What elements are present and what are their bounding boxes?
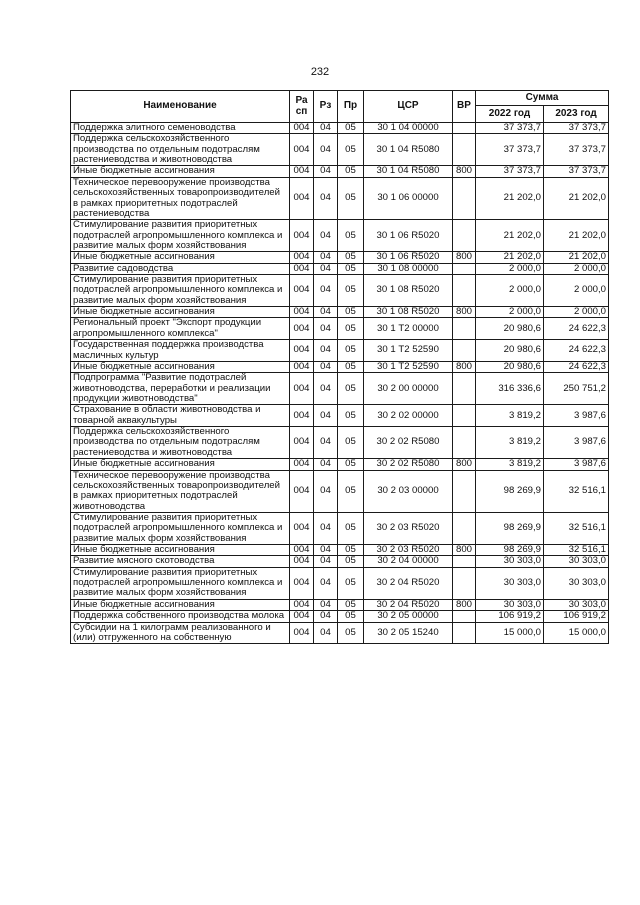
row-rasp: 004 [290, 611, 314, 622]
table-row [71, 512, 609, 544]
row-amount-2023: 250 751,2 [544, 373, 609, 405]
row-rasp: 004 [290, 177, 314, 219]
row-amount-2023: 32 516,1 [544, 512, 609, 544]
row-amount-2023: 3 987,6 [544, 405, 609, 427]
row-rz: 04 [314, 275, 338, 307]
row-pr: 05 [338, 275, 364, 307]
row-rz: 04 [314, 599, 338, 610]
row-vr [453, 405, 476, 427]
row-name: Поддержка сельскохозяйственного производства по отдельным подотраслям растениеводства и животноводства [71, 427, 290, 459]
table-row [71, 275, 609, 307]
row-amount-2023: 21 202,0 [544, 252, 609, 263]
row-name: Иные бюджетные ассигнования [71, 459, 290, 470]
row-amount-2022: 2 000,0 [476, 307, 544, 318]
row-rasp: 004 [290, 373, 314, 405]
row-name: Поддержка сельскохозяйственного производства по отдельным подотраслям растениеводства и животноводства [71, 134, 290, 166]
row-pr: 05 [338, 263, 364, 274]
row-amount-2022: 316 336,6 [476, 373, 544, 405]
row-pr: 05 [338, 556, 364, 567]
row-pr: 05 [338, 567, 364, 599]
row-csr: 30 1 04 00000 [364, 123, 453, 134]
row-vr [453, 373, 476, 405]
row-vr: 800 [453, 252, 476, 263]
row-rasp: 004 [290, 427, 314, 459]
row-csr: 30 2 02 00000 [364, 405, 453, 427]
header-vr: ВР [453, 91, 476, 123]
row-amount-2022: 37 373,7 [476, 166, 544, 177]
row-csr: 30 1 04 R5080 [364, 166, 453, 177]
row-amount-2023: 3 987,6 [544, 427, 609, 459]
row-pr: 05 [338, 599, 364, 610]
row-amount-2022: 20 980,6 [476, 340, 544, 362]
row-name: Страхование в области животноводства и товарной аквакультуры [71, 405, 290, 427]
table-row [71, 567, 609, 599]
row-rasp: 004 [290, 307, 314, 318]
row-amount-2022: 3 819,2 [476, 459, 544, 470]
row-amount-2022: 15 000,0 [476, 622, 544, 644]
row-name: Иные бюджетные ассигнования [71, 361, 290, 372]
row-pr: 05 [338, 134, 364, 166]
row-vr: 800 [453, 599, 476, 610]
row-csr: 30 1 Т2 52590 [364, 340, 453, 362]
row-csr: 30 2 04 R5020 [364, 599, 453, 610]
row-rasp: 004 [290, 275, 314, 307]
row-amount-2022: 37 373,7 [476, 134, 544, 166]
row-vr [453, 427, 476, 459]
row-rasp: 004 [290, 459, 314, 470]
row-pr: 05 [338, 611, 364, 622]
row-amount-2023: 37 373,7 [544, 166, 609, 177]
header-name: Наименование [71, 91, 290, 123]
table-row [71, 252, 609, 263]
row-pr: 05 [338, 318, 364, 340]
row-pr: 05 [338, 545, 364, 556]
row-rz: 04 [314, 622, 338, 644]
row-pr: 05 [338, 361, 364, 372]
row-amount-2022: 20 980,6 [476, 318, 544, 340]
row-pr: 05 [338, 220, 364, 252]
row-csr: 30 1 06 R5020 [364, 252, 453, 263]
header-sum: Сумма [476, 91, 609, 106]
table-row [71, 340, 609, 362]
row-amount-2022: 30 303,0 [476, 556, 544, 567]
budget-table [70, 90, 609, 644]
row-pr: 05 [338, 340, 364, 362]
table-row [71, 599, 609, 610]
header-rasp-line2: сп [295, 105, 308, 117]
row-vr [453, 177, 476, 219]
row-rz: 04 [314, 220, 338, 252]
row-pr: 05 [338, 427, 364, 459]
row-name: Субсидии на 1 килограмм реализованного и (или) отгруженного на собственную [71, 622, 290, 644]
row-name: Техническое перевооружение производства сельскохозяйственных товаропроизводителей в рамках приоритетных подотраслей растениеводства [71, 177, 290, 219]
row-rz: 04 [314, 361, 338, 372]
row-rasp: 004 [290, 512, 314, 544]
row-amount-2023: 30 303,0 [544, 567, 609, 599]
table-row [71, 166, 609, 177]
page-number: 232 [310, 66, 330, 78]
row-rasp: 004 [290, 622, 314, 644]
row-vr: 800 [453, 166, 476, 177]
row-amount-2023: 2 000,0 [544, 307, 609, 318]
row-name: Поддержка элитного семеноводства [71, 123, 290, 134]
row-csr: 30 2 03 00000 [364, 470, 453, 512]
row-vr [453, 263, 476, 274]
row-rasp: 004 [290, 405, 314, 427]
row-amount-2022: 98 269,9 [476, 470, 544, 512]
table-row [71, 556, 609, 567]
row-vr [453, 275, 476, 307]
row-rz: 04 [314, 405, 338, 427]
row-vr [453, 556, 476, 567]
row-rz: 04 [314, 512, 338, 544]
row-csr: 30 1 06 R5020 [364, 220, 453, 252]
row-rasp: 004 [290, 220, 314, 252]
table-header [71, 91, 609, 123]
row-amount-2023: 32 516,1 [544, 545, 609, 556]
row-csr: 30 1 06 00000 [364, 177, 453, 219]
row-vr [453, 470, 476, 512]
row-vr [453, 622, 476, 644]
row-name: Развитие садоводства [71, 263, 290, 274]
row-name: Стимулирование развития приоритетных подотраслей агропромышленного комплекса и развитие малых форм хозяйствования [71, 512, 290, 544]
row-vr [453, 567, 476, 599]
row-rz: 04 [314, 427, 338, 459]
row-amount-2022: 30 303,0 [476, 567, 544, 599]
row-rasp: 004 [290, 318, 314, 340]
row-vr [453, 512, 476, 544]
row-vr [453, 611, 476, 622]
row-amount-2022: 3 819,2 [476, 405, 544, 427]
row-name: Стимулирование развития приоритетных подотраслей агропромышленного комплекса и развитие малых форм хозяйствования [71, 567, 290, 599]
row-rz: 04 [314, 177, 338, 219]
row-amount-2022: 21 202,0 [476, 177, 544, 219]
row-csr: 30 2 05 00000 [364, 611, 453, 622]
row-rz: 04 [314, 373, 338, 405]
row-pr: 05 [338, 373, 364, 405]
row-name: Подпрограмма "Развитие подотраслей животноводства, переработки и реализации продукции животноводства" [71, 373, 290, 405]
row-amount-2023: 32 516,1 [544, 470, 609, 512]
row-amount-2023: 2 000,0 [544, 263, 609, 274]
row-csr: 30 1 Т2 52590 [364, 361, 453, 372]
row-vr: 800 [453, 459, 476, 470]
row-pr: 05 [338, 252, 364, 263]
table-row [71, 373, 609, 405]
table-row [71, 263, 609, 274]
row-amount-2023: 15 000,0 [544, 622, 609, 644]
row-amount-2022: 98 269,9 [476, 545, 544, 556]
row-csr: 30 2 03 R5020 [364, 545, 453, 556]
header-rasp [290, 91, 314, 123]
table-row [71, 622, 609, 644]
row-pr: 05 [338, 622, 364, 644]
row-pr: 05 [338, 512, 364, 544]
header-2023: 2023 год [544, 106, 609, 123]
row-amount-2022: 2 000,0 [476, 263, 544, 274]
row-rz: 04 [314, 123, 338, 134]
row-name: Иные бюджетные ассигнования [71, 166, 290, 177]
table-row [71, 470, 609, 512]
header-pr: Пр [338, 91, 364, 123]
row-rasp: 004 [290, 556, 314, 567]
row-amount-2023: 37 373,7 [544, 123, 609, 134]
row-name: Иные бюджетные ассигнования [71, 307, 290, 318]
row-rz: 04 [314, 545, 338, 556]
row-name: Региональный проект "Экспорт продукции агропромышленного комплекса" [71, 318, 290, 340]
row-rz: 04 [314, 611, 338, 622]
row-rasp: 004 [290, 361, 314, 372]
row-amount-2023: 3 987,6 [544, 459, 609, 470]
table-row [71, 427, 609, 459]
header-rasp-line1: Ра [295, 94, 308, 106]
table-row [71, 177, 609, 219]
row-csr: 30 1 08 00000 [364, 263, 453, 274]
table-row [71, 318, 609, 340]
row-pr: 05 [338, 123, 364, 134]
row-amount-2022: 20 980,6 [476, 361, 544, 372]
row-csr: 30 1 08 R5020 [364, 275, 453, 307]
row-amount-2022: 37 373,7 [476, 123, 544, 134]
row-name: Стимулирование развития приоритетных подотраслей агропромышленного комплекса и развитие малых форм хозяйствования [71, 275, 290, 307]
row-vr: 800 [453, 545, 476, 556]
row-vr [453, 318, 476, 340]
row-amount-2023: 21 202,0 [544, 177, 609, 219]
row-amount-2023: 24 622,3 [544, 318, 609, 340]
row-amount-2023: 106 919,2 [544, 611, 609, 622]
row-rz: 04 [314, 470, 338, 512]
table-row [71, 361, 609, 372]
table-body [71, 123, 609, 644]
table-row [71, 611, 609, 622]
row-rz: 04 [314, 166, 338, 177]
row-rz: 04 [314, 459, 338, 470]
row-amount-2022: 2 000,0 [476, 275, 544, 307]
row-name: Стимулирование развития приоритетных подотраслей агропромышленного комплекса и развитие малых форм хозяйствования [71, 220, 290, 252]
row-rz: 04 [314, 263, 338, 274]
row-csr: 30 1 08 R5020 [364, 307, 453, 318]
table-row [71, 545, 609, 556]
row-rz: 04 [314, 134, 338, 166]
row-rasp: 004 [290, 123, 314, 134]
row-vr [453, 340, 476, 362]
header-2022: 2022 год [476, 106, 544, 123]
row-name: Техническое перевооружение производства сельскохозяйственных товаропроизводителей в рамках приоритетных подотраслей животноводства [71, 470, 290, 512]
row-pr: 05 [338, 307, 364, 318]
row-name: Иные бюджетные ассигнования [71, 545, 290, 556]
row-csr: 30 2 00 00000 [364, 373, 453, 405]
row-amount-2023: 24 622,3 [544, 340, 609, 362]
row-rasp: 004 [290, 263, 314, 274]
row-csr: 30 2 04 R5020 [364, 567, 453, 599]
row-rasp: 004 [290, 567, 314, 599]
row-name: Государственная поддержка производства масличных культур [71, 340, 290, 362]
row-rasp: 004 [290, 599, 314, 610]
row-pr: 05 [338, 470, 364, 512]
row-amount-2022: 3 819,2 [476, 427, 544, 459]
row-csr: 30 2 02 R5080 [364, 459, 453, 470]
row-rasp: 004 [290, 340, 314, 362]
table-row [71, 459, 609, 470]
row-name: Поддержка собственного производства молока [71, 611, 290, 622]
row-rz: 04 [314, 318, 338, 340]
row-amount-2023: 37 373,7 [544, 134, 609, 166]
row-rz: 04 [314, 252, 338, 263]
row-amount-2022: 106 919,2 [476, 611, 544, 622]
row-name: Иные бюджетные ассигнования [71, 252, 290, 263]
row-rasp: 004 [290, 166, 314, 177]
row-rasp: 004 [290, 134, 314, 166]
header-rz: Рз [314, 91, 338, 123]
row-pr: 05 [338, 459, 364, 470]
row-rz: 04 [314, 556, 338, 567]
row-csr: 30 2 05 15240 [364, 622, 453, 644]
row-amount-2022: 98 269,9 [476, 512, 544, 544]
row-amount-2022: 30 303,0 [476, 599, 544, 610]
row-vr: 800 [453, 361, 476, 372]
table-row [71, 134, 609, 166]
row-amount-2023: 30 303,0 [544, 599, 609, 610]
row-amount-2023: 2 000,0 [544, 275, 609, 307]
table-row [71, 405, 609, 427]
row-pr: 05 [338, 177, 364, 219]
row-csr: 30 1 Т2 00000 [364, 318, 453, 340]
row-amount-2023: 21 202,0 [544, 220, 609, 252]
row-pr: 05 [338, 166, 364, 177]
row-pr: 05 [338, 405, 364, 427]
row-amount-2022: 21 202,0 [476, 252, 544, 263]
row-csr: 30 2 03 R5020 [364, 512, 453, 544]
row-rasp: 004 [290, 545, 314, 556]
row-rz: 04 [314, 567, 338, 599]
row-rasp: 004 [290, 470, 314, 512]
row-name: Иные бюджетные ассигнования [71, 599, 290, 610]
row-vr [453, 123, 476, 134]
row-rz: 04 [314, 340, 338, 362]
row-rz: 04 [314, 307, 338, 318]
table-row [71, 123, 609, 134]
row-vr [453, 220, 476, 252]
row-vr: 800 [453, 307, 476, 318]
row-csr: 30 2 04 00000 [364, 556, 453, 567]
row-vr [453, 134, 476, 166]
table-row [71, 220, 609, 252]
row-rasp: 004 [290, 252, 314, 263]
row-csr: 30 2 02 R5080 [364, 427, 453, 459]
row-amount-2022: 21 202,0 [476, 220, 544, 252]
row-amount-2023: 30 303,0 [544, 556, 609, 567]
row-csr: 30 1 04 R5080 [364, 134, 453, 166]
row-amount-2023: 24 622,3 [544, 361, 609, 372]
header-csr: ЦСР [364, 91, 453, 123]
row-name: Развитие мясного скотоводства [71, 556, 290, 567]
table-row [71, 307, 609, 318]
